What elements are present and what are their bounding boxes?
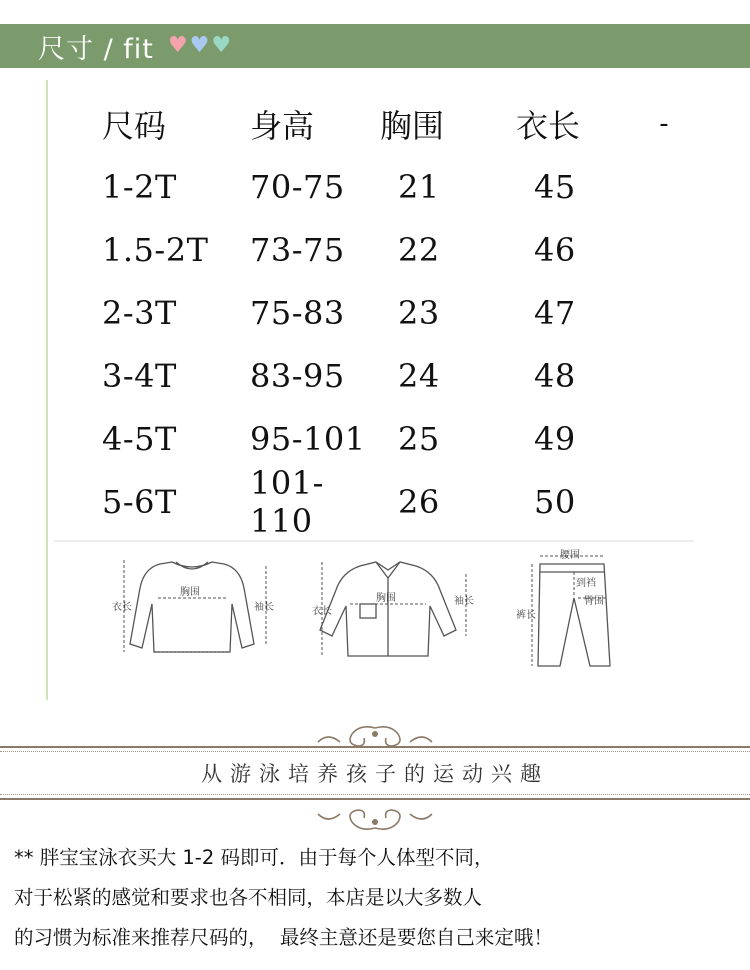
table-cell: 26 <box>398 482 440 521</box>
table-header-dash: - <box>659 108 669 139</box>
table-cell: 1-2T <box>102 167 177 206</box>
decorative-vertical-line <box>46 80 48 700</box>
table-cell: 49 <box>534 419 576 458</box>
pants-diagram <box>516 548 640 678</box>
header-title: 尺寸 / fit <box>38 33 154 65</box>
hearts-decoration <box>168 35 231 57</box>
pants-rise-label: 到裆 <box>576 578 596 589</box>
table-cell: 4-5T <box>102 419 177 458</box>
heart-icon: ♥ <box>189 33 210 58</box>
table-cell: 22 <box>398 230 440 269</box>
table-cell: 70-75 <box>250 167 345 206</box>
table-cell: 101-110 <box>250 463 324 540</box>
table-cell: 25 <box>398 419 440 458</box>
measurement-diagrams <box>112 548 640 678</box>
notes-block <box>14 838 734 958</box>
sweater-chest-label: 胸围 <box>180 587 200 598</box>
shirt-chest-label: 胸围 <box>376 593 396 604</box>
table-cell: 5-6T <box>102 482 177 521</box>
pants-thigh-label: 臀围 <box>584 596 604 607</box>
table-cell: 48 <box>534 356 576 395</box>
table-cell: 23 <box>398 293 440 332</box>
table-header-height: 身高 <box>250 106 315 145</box>
table-header-length: 衣长 <box>516 106 581 145</box>
pants-length-label: 裤长 <box>516 610 536 621</box>
table-cell: 95-101 <box>250 419 366 458</box>
size-table <box>102 92 676 540</box>
divider <box>54 540 694 542</box>
table-header-size: 尺码 <box>102 106 167 145</box>
table-cell: 83-95 <box>250 356 345 395</box>
heart-icon: ♥ <box>167 33 188 58</box>
table-cell: 75-83 <box>250 293 345 332</box>
table-cell: 46 <box>534 230 576 269</box>
table-cell: 47 <box>534 293 576 332</box>
note-line: ** 胖宝宝泳衣买大 1-2 码即可．由于每个人体型不同， <box>14 846 494 869</box>
header-bar <box>0 24 750 68</box>
ornament-bottom <box>0 798 750 838</box>
table-cell: 3-4T <box>102 356 177 395</box>
shirt-length-label: 衣长 <box>312 606 332 617</box>
pants-waist-label: 腰围 <box>560 550 580 561</box>
table-cell: 50 <box>534 482 576 521</box>
table-cell: 21 <box>398 167 440 206</box>
sweater-diagram <box>112 548 280 678</box>
shirt-diagram <box>312 548 486 678</box>
note-line: 对于松紧的感觉和要求也各不相同，本店是以大多数人 <box>14 886 483 909</box>
table-cell: 45 <box>534 167 576 206</box>
slogan-banner <box>0 746 750 800</box>
note-line: 的习惯为标准来推荐尺码的， 最终主意还是要您自己来定哦！ <box>14 926 553 949</box>
table-cell: 73-75 <box>250 230 345 269</box>
table-cell: 2-3T <box>102 293 177 332</box>
table-cell: 1.5-2T <box>102 230 209 269</box>
shirt-sleeve-label: 袖长 <box>454 596 474 607</box>
slogan-text: 从游泳培养孩子的运动兴趣 <box>201 762 549 786</box>
heart-icon: ♥ <box>211 33 232 58</box>
sweater-length-label: 衣长 <box>112 602 132 613</box>
sweater-sleeve-label: 袖长 <box>254 602 274 613</box>
table-header-chest: 胸围 <box>380 106 445 145</box>
table-cell: 24 <box>398 356 440 395</box>
